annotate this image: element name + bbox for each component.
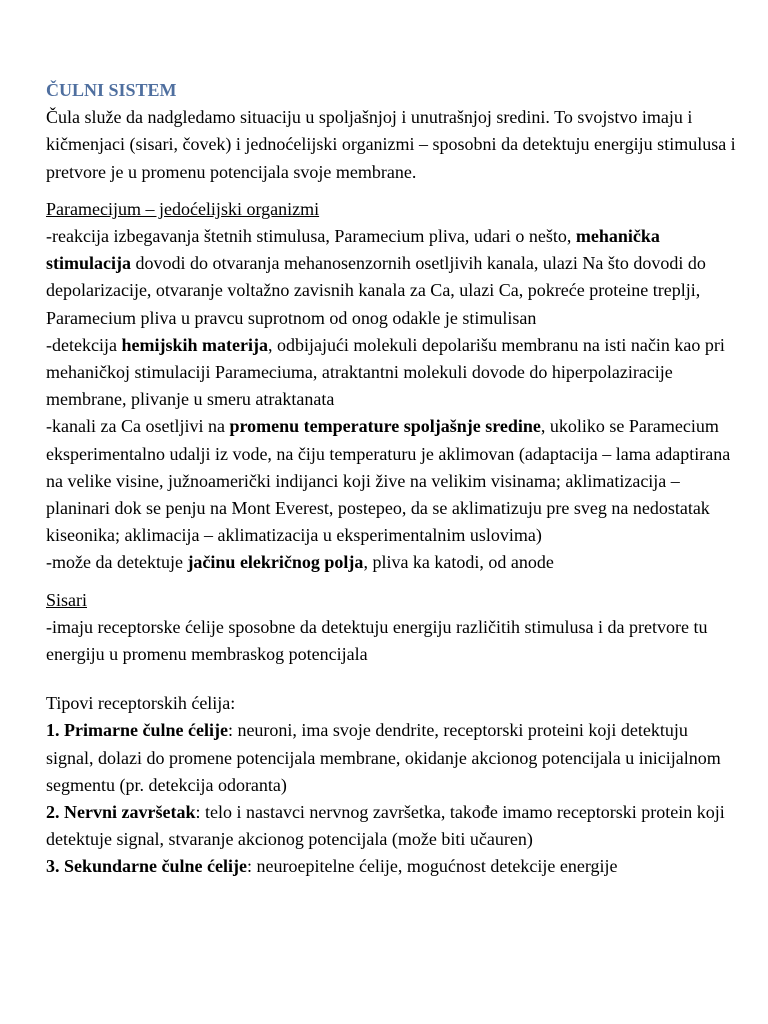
tipovi-heading: Tipovi receptorskih ćelija: — [46, 693, 236, 714]
text-run: , odbijajući molekuli depolarišu membranu na isti način kao pri mehaničkoj stimulaciji Parameciuma, atraktantni molekuli dovode do hiperpolaziracije membrane, plivanje u smeru atraktanata — [46, 334, 725, 410]
document-title: ČULNI SISTEM — [46, 80, 177, 100]
bold-term: mehanička stimulacija — [46, 226, 660, 274]
paramecium-item-mechanical — [46, 223, 736, 332]
bold-term: 3. Sekundarne čulne ćelije — [46, 856, 247, 877]
intro-paragraph: Čula služe da nadgledamo situaciju u spoljašnjoj i unutrašnjoj sredini. To svojstvo imaju i kičmenjaci (sisari, čovek) i jednoćelijski organizmi – sposobni da detektuju energiju stimulusa i pretvore je u promenu potencijala svoje membrane. — [46, 107, 736, 182]
paramecium-item-electric — [46, 549, 736, 576]
text-run: , ukoliko se Paramecium eksperimentalno udalji iz vode, na čiju temperaturu je aklimovan (adaptacija – lama adaptirana na velike visine, južnoamerički indijanci koji žive na velikim visinama; aklimatizacija – planinari dok se penju na Mont Everest, postepeo, da se aklimatizuju pre sveg na nedostatak kiseonika; aklimacija – aklimatizacija u eksperimentalnim uslovima) — [46, 416, 731, 546]
bold-term: 1. Primarne čulne ćelije — [46, 720, 228, 741]
sisari-heading: Sisari — [46, 589, 88, 610]
tipovi-item-3 — [46, 853, 736, 880]
tipovi-section — [46, 690, 736, 880]
bold-term: promenu temperature spoljašnje sredine — [229, 416, 541, 437]
tipovi-item-1 — [46, 717, 736, 799]
tipovi-item-2 — [46, 799, 736, 853]
text-run: -reakcija izbegavanja štetnih stimulusa, Paramecium pliva, udari o nešto, — [46, 226, 576, 247]
bold-term: jačinu elekričnog polja — [187, 552, 364, 573]
paramecium-heading: Paramecijum – jedoćelijski organizmi — [46, 198, 320, 219]
bold-term: 2. Nervni završetak — [46, 802, 196, 823]
document-page — [46, 77, 736, 881]
text-run: dovodi do otvaranja mehanosenzornih osetljivih kanala, ulazi Na što dovodi do depolarizacije, otvaranje voltažno zavisnih kanala za Ca, ulazi Ca, pokreće proteine treplji, Paramecium pliva u pravcu suprotnom od onog odakle je stimulisan — [46, 253, 706, 328]
sisari-paragraph: -imaju receptorske ćelije sposobne da detektuju energiju različitih stimulusa i da pretvore tu energiju u promenu membraskog potencijala — [46, 616, 708, 665]
bold-term: hemijskih materija — [121, 334, 268, 355]
text-run: : telo i nastavci nervnog završetka, takođe imamo receptorski protein koji detektuje signal, stvaranje akcionog potencijala (može biti učauren) — [46, 802, 725, 850]
paramecium-section — [46, 196, 736, 577]
sisari-section — [46, 587, 736, 669]
text-run: , pliva ka katodi, od anode — [363, 552, 554, 573]
text-run: -može da detektuje — [46, 552, 188, 573]
text-run: : neuroni, ima svoje dendrite, receptorski proteini koji detektuju signal, dolazi do promene potencijala membrane, okidanje akcionog potencijala u inicijalnom segmentu (pr. detekcija odoranta) — [46, 720, 721, 795]
paramecium-item-temperature — [46, 413, 736, 549]
text-run: -detekcija — [46, 334, 122, 355]
text-run: : neuroepitelne ćelije, mogućnost detekcije energije — [247, 856, 618, 877]
paramecium-item-chemical — [46, 332, 736, 414]
text-run: -kanali za Ca osetljivi na — [46, 416, 230, 437]
